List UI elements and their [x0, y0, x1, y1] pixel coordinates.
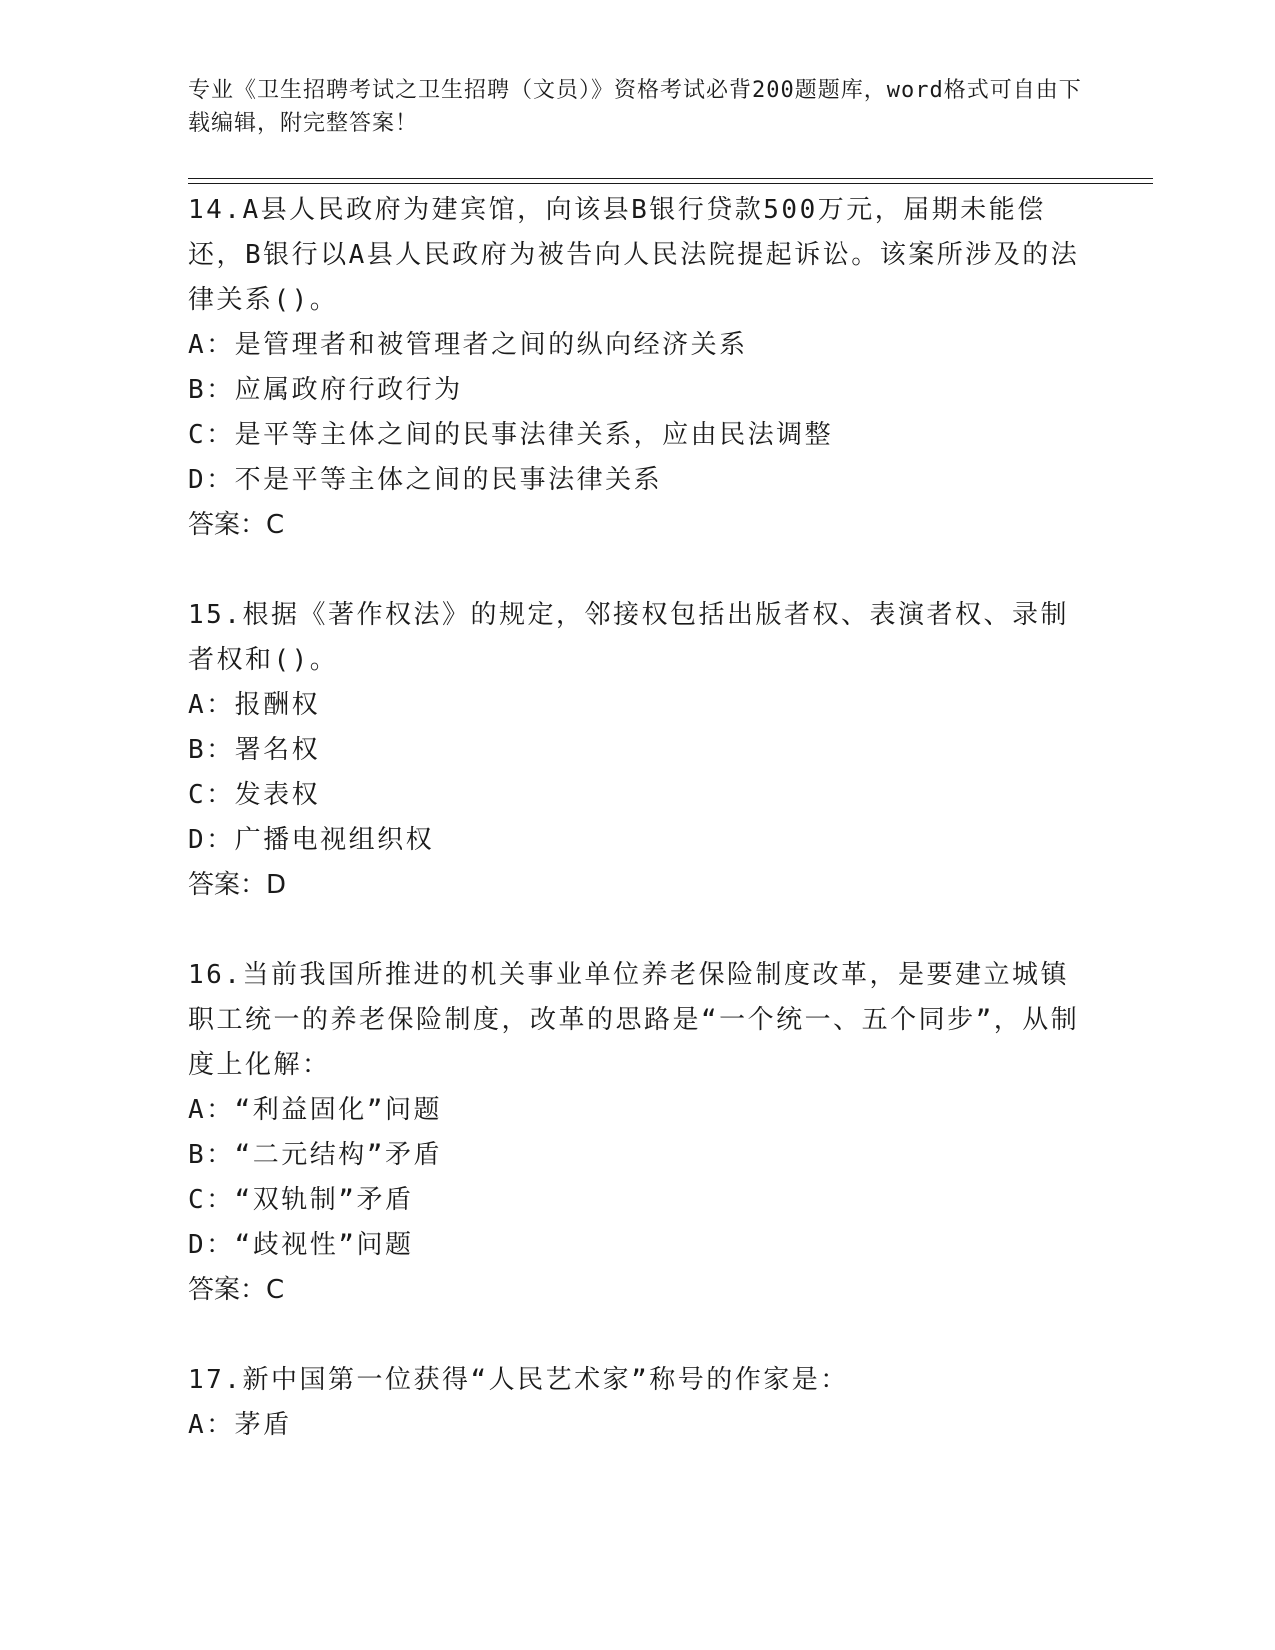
option-a: A：是管理者和被管理者之间的纵向经济关系	[188, 330, 748, 360]
option-c: C：是平等主体之间的民事法律关系，应由民法调整	[188, 420, 834, 450]
option-a: A：“利益固化”问题	[188, 1095, 442, 1125]
option-a: A：报酬权	[188, 690, 321, 720]
answer: 答案：C	[188, 510, 285, 540]
option-c: C：“双轨制”矛盾	[188, 1185, 414, 1215]
question-16	[188, 953, 1088, 1313]
option-b: B：“二元结构”矛盾	[188, 1140, 442, 1170]
question-17	[188, 1358, 1088, 1448]
question-15	[188, 593, 1088, 908]
question-stem: 17.新中国第一位获得“人民艺术家”称号的作家是：	[188, 1365, 849, 1395]
option-d: D：不是平等主体之间的民事法律关系	[188, 465, 663, 495]
option-b: B：署名权	[188, 735, 321, 765]
question-stem: 14.A县人民政府为建宾馆，向该县B银行贷款500万元，届期未能偿还，B银行以A县人民政府为被告向人民法院提起诉讼。该案所涉及的法律关系()。	[188, 195, 1080, 315]
document-header: 专业《卫生招聘考试之卫生招聘（文员）》资格考试必背200题题库，word格式可自由下载编辑，附完整答案！	[188, 78, 1082, 136]
option-c: C：发表权	[188, 780, 321, 810]
question-14	[188, 188, 1088, 548]
option-b: B：应属政府行政行为	[188, 375, 463, 405]
answer: 答案：D	[188, 870, 287, 900]
option-a: A：茅盾	[188, 1410, 292, 1440]
option-d: D：广播电视组织权	[188, 825, 435, 855]
question-list	[188, 188, 1088, 1493]
option-d: D：“歧视性”问题	[188, 1230, 414, 1260]
header-divider-top	[188, 178, 1153, 179]
answer: 答案：C	[188, 1275, 285, 1305]
header-divider-bottom	[188, 183, 1153, 184]
question-stem: 15.根据《著作权法》的规定，邻接权包括出版者权、表演者权、录制者权和()。	[188, 600, 1069, 675]
question-stem: 16.当前我国所推进的机关事业单位养老保险制度改革，是要建立城镇职工统一的养老保险制度，改革的思路是“一个统一、五个同步”，从制度上化解：	[188, 960, 1080, 1080]
